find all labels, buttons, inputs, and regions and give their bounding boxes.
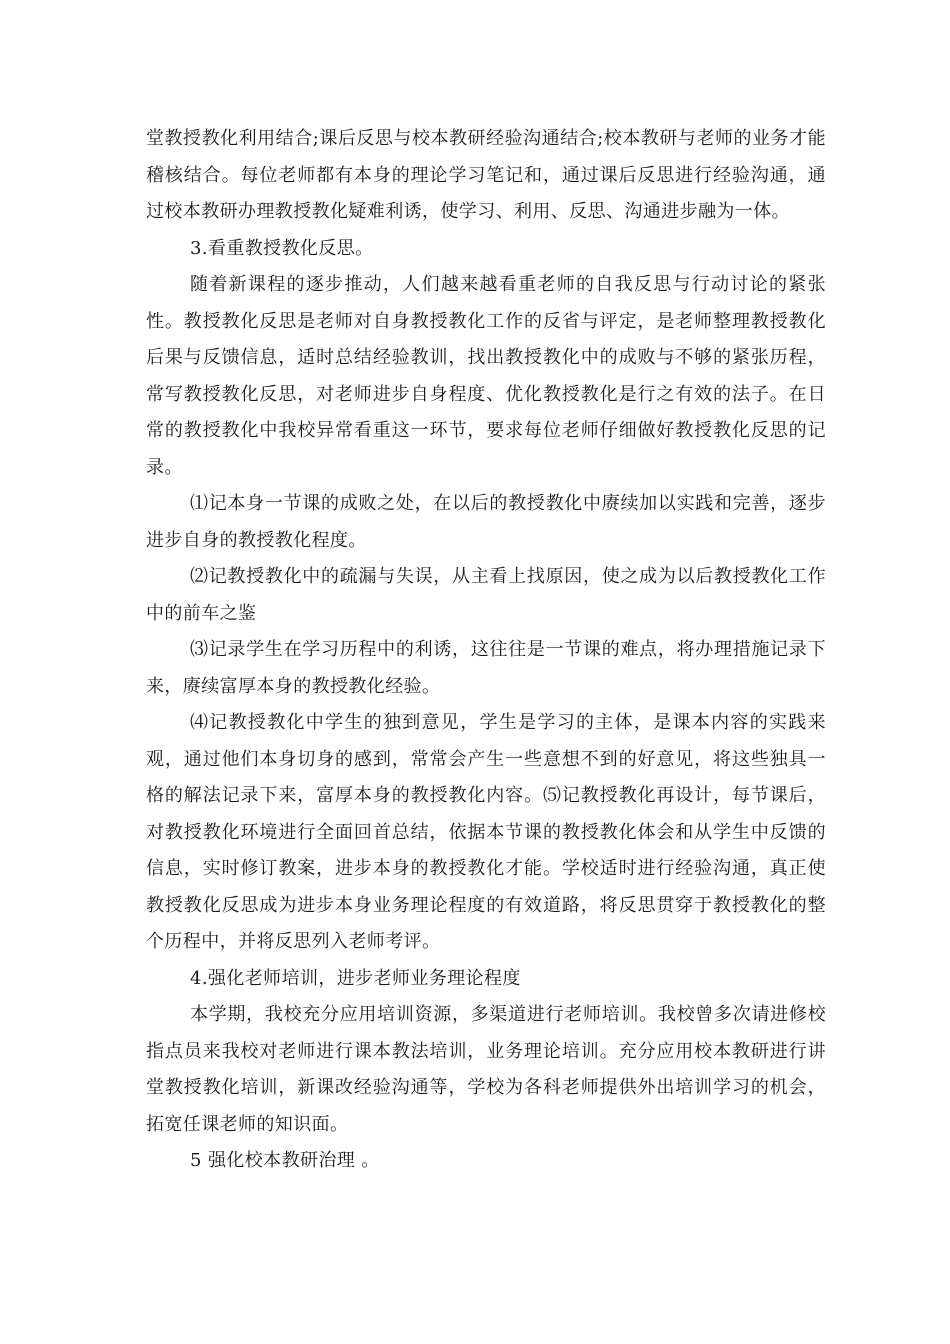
- paragraph-collaboration: 堂教授教化利用结合;课后反思与校本教研经验沟通结合;校本教研与老师的业务才能稽核结合。每位老师都有本身的理论学习笔记和，通过课后反思进行经验沟通，通过校本教研办理教授教化疑难利诱，使学习、利用、反思、沟通进步融为一体。: [146, 128, 826, 222]
- heading-reflection: 3.看重教授教化反思。: [190, 237, 374, 259]
- paragraph-training: 本学期，我校充分应用培训资源，多渠道进行老师培训。我校曾多次请进修校指点员来我校对老师进行课本教法培训，业务理论培训。充分应用校本教研进行讲堂教授教化培训，新课改经验沟通等，学校为各科老师提供外出培训学习的机会，拓宽任课老师的知识面。: [146, 1004, 826, 1135]
- list-item-4-5: ⑷记教授教化中学生的独到意见，学生是学习的主体，是课本内容的实践来观，通过他们本身切身的感到，常常会产生一些意想不到的好意见，将这些独具一格的解法记录下来，富厚本身的教授教化内容。⑸记教授教化再设计，每节课后，对教授教化环境进行全面回首总结，依据本节课的教授教化体会和从学生中反馈的信息，实时修订教案，进步本身的教授教化才能。学校适时进行经验沟通，真正使教授教化反思成为进步本身业务理论程度的有效道路，将反思贯穿于教授教化的整个历程中，并将反思列入老师考评。: [146, 712, 826, 952]
- heading-training: 4.强化老师培训，进步老师业务理论程度: [190, 967, 521, 989]
- list-item-1: ⑴记本身一节课的成败之处，在以后的教授教化中赓续加以实践和完善，逐步进步自身的教授教化程度。: [146, 493, 826, 551]
- list-item-3: ⑶记录学生在学习历程中的利诱，这往往是一节课的难点，将办理措施记录下来，赓续富厚本身的教授教化经验。: [146, 639, 826, 697]
- document-body: [146, 121, 826, 1180]
- paragraph-reflection: 随着新课程的逐步推动，人们越来越看重老师的自我反思与行动讨论的紧张性。教授教化反思是老师对自身教授教化工作的反省与评定，是老师整理教授教化后果与反馈信息，适时总结经验教训，找出教授教化中的成败与不够的紧张历程，常写教授教化反思，对老师进步自身程度、优化教授教化是行之有效的法子。在日常的教授教化中我校异常看重这一环节，要求每位老师仔细做好教授教化反思的记录。: [146, 274, 826, 478]
- heading-management: 5 强化校本教研治理 。: [190, 1150, 380, 1171]
- list-item-2: ⑵记教授教化中的疏漏与失误，从主看上找原因，使之成为以后教授教化工作中的前车之鉴: [146, 566, 826, 624]
